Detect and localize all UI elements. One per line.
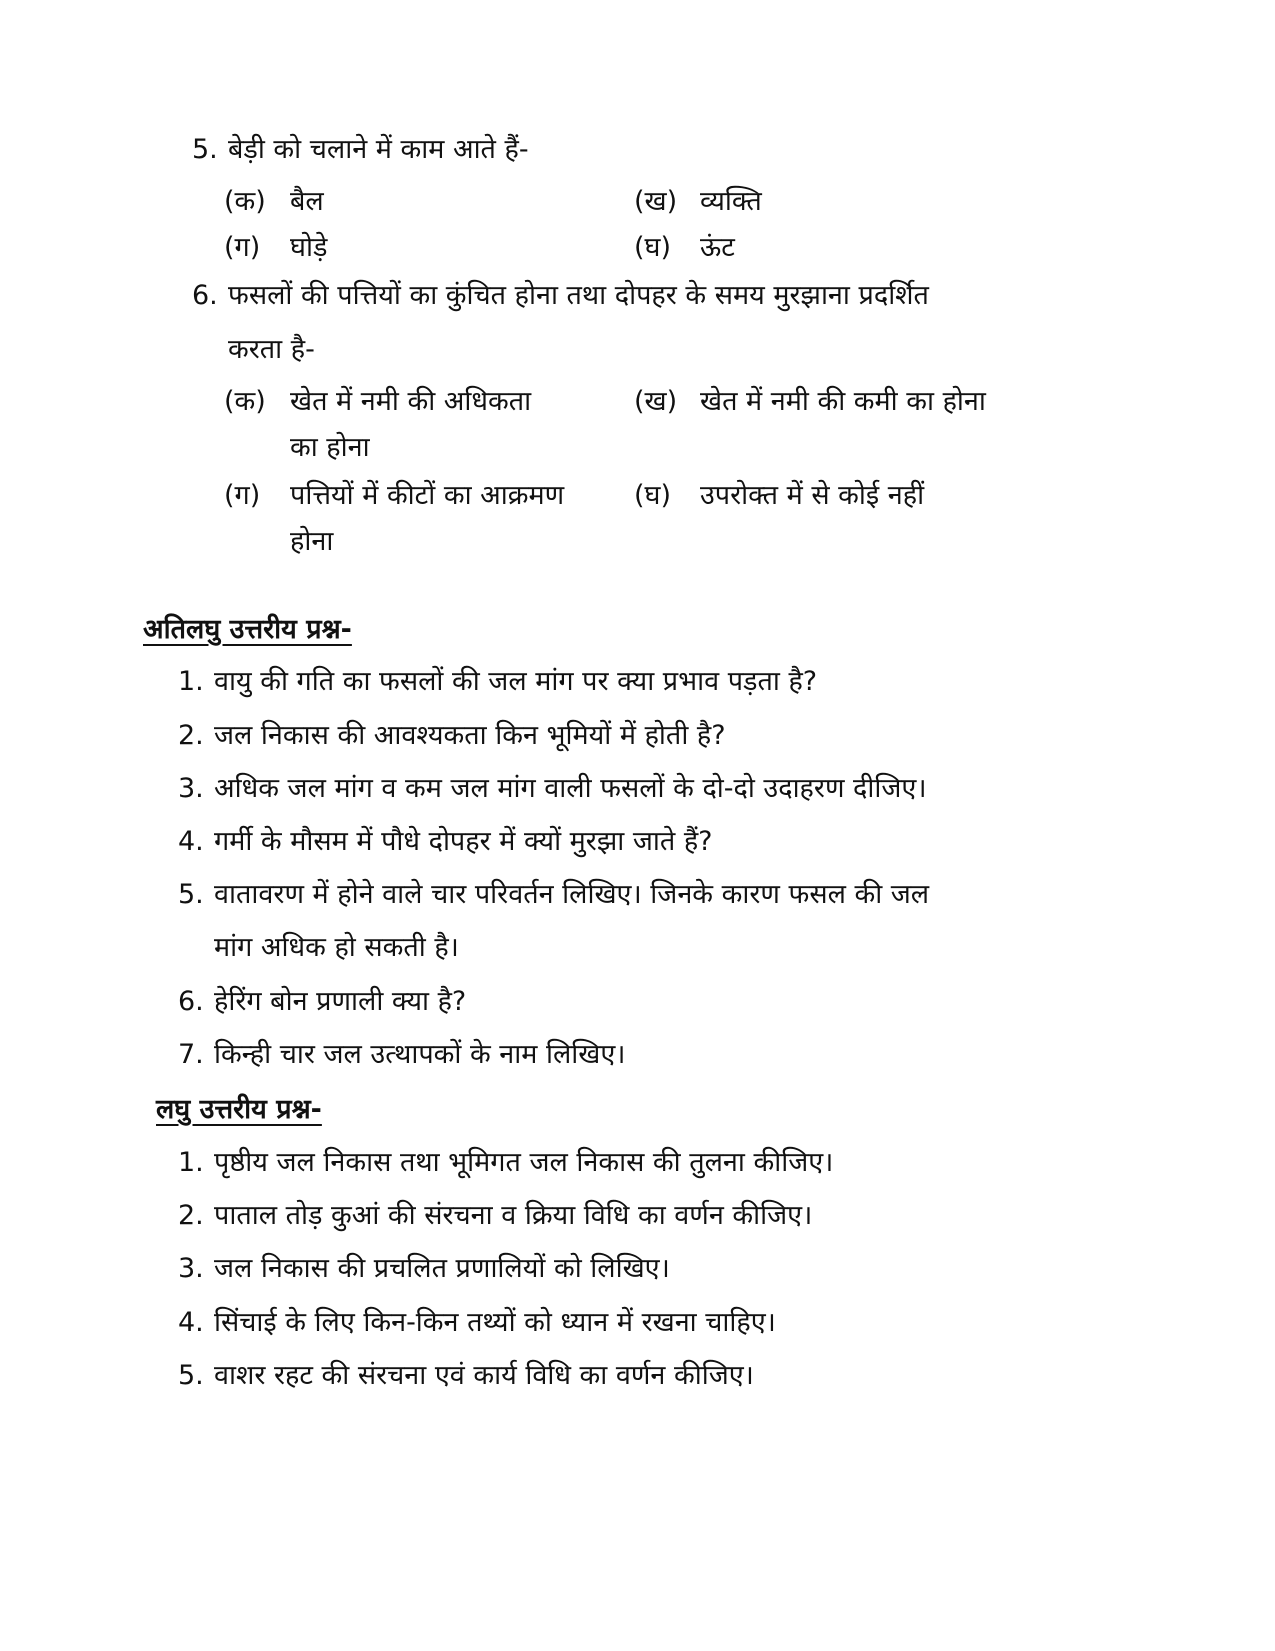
short-q1-number: 1. (178, 1147, 204, 1178)
short-q1-text: पृष्ठीय जल निकास तथा भूमिगत जल निकास की तुलना कीजिए। (214, 1147, 834, 1178)
mcq-6-option-gha-label: (घ) (634, 480, 672, 511)
short-q2-number: 2. (178, 1200, 204, 1231)
short-heading: लघु उत्तरीय प्रश्न- (156, 1094, 322, 1125)
mcq-5-option-ka-label: (क) (224, 186, 266, 217)
mcq-6-option-ka-text-2: का होना (290, 432, 370, 463)
very-short-q3-text: अधिक जल मांग व कम जल मांग वाली फसलों के दो-दो उदाहरण दीजिए। (214, 773, 927, 804)
very-short-q1-text: वायु की गति का फसलों की जल मांग पर क्या प्रभाव पड़ता है? (214, 666, 818, 697)
very-short-q4-text: गर्मी के मौसम में पौधे दोपहर में क्यों मुरझा जाते हैं? (214, 826, 713, 857)
mcq-6-option-gha-text: उपरोक्त में से कोई नहीं (700, 480, 925, 511)
mcq-6-option-ka-label: (क) (224, 386, 266, 417)
very-short-q7-text: किन्ही चार जल उत्थापकों के नाम लिखिए। (214, 1039, 626, 1070)
short-q3-number: 3. (178, 1253, 204, 1284)
mcq-6-question-line-1: फसलों की पत्तियों का कुंचित होना तथा दोपहर के समय मुरझाना प्रदर्शित (228, 280, 929, 311)
mcq-5-option-ga-text: घोड़े (290, 232, 328, 263)
very-short-q6-text: हेरिंग बोन प्रणाली क्या है? (214, 986, 467, 1017)
short-q2-text: पाताल तोड़ कुआं की संरचना व क्रिया विधि का वर्णन कीजिए। (214, 1200, 813, 1231)
mcq-5-option-gha-text: ऊंट (700, 232, 735, 263)
mcq-5-number: 5. (192, 134, 218, 165)
mcq-5-option-kha-label: (ख) (634, 186, 678, 217)
short-q5-text: वाशर रहट की संरचना एवं कार्य विधि का वर्णन कीजिए। (214, 1360, 754, 1391)
mcq-6-option-ga-text-2: होना (290, 526, 334, 557)
mcq-6-option-ga-label: (ग) (224, 480, 261, 511)
very-short-q6-number: 6. (178, 986, 204, 1017)
very-short-q5-text-2: मांग अधिक हो सकती है। (214, 932, 459, 963)
mcq-5-option-kha-text: व्यक्ति (700, 186, 762, 217)
very-short-q1-number: 1. (178, 666, 204, 697)
very-short-q3-number: 3. (178, 773, 204, 804)
mcq-5-option-ga-label: (ग) (224, 232, 261, 263)
mcq-5-option-ka-text: बैल (290, 186, 324, 217)
very-short-q2-text: जल निकास की आवश्यकता किन भूमियों में होती है? (214, 720, 726, 751)
short-q4-text: सिंचाई के लिए किन-किन तथ्यों को ध्यान में रखना चाहिए। (214, 1307, 776, 1338)
very-short-q5-number: 5. (178, 879, 204, 910)
mcq-6-option-kha-text: खेत में नमी की कमी का होना (700, 386, 986, 417)
mcq-6-option-ka-text-1: खेत में नमी की अधिकता (290, 386, 532, 417)
short-q3-text: जल निकास की प्रचलित प्रणालियों को लिखिए। (214, 1253, 670, 1284)
mcq-6-option-ga-text-1: पत्तियों में कीटों का आक्रमण (290, 480, 565, 511)
short-q5-number: 5. (178, 1360, 204, 1391)
very-short-q2-number: 2. (178, 720, 204, 751)
short-q4-number: 4. (178, 1307, 204, 1338)
mcq-6-question-line-2: करता है- (228, 334, 315, 365)
mcq-5-option-gha-label: (घ) (634, 232, 672, 263)
very-short-q5-text-1: वातावरण में होने वाले चार परिवर्तन लिखिए। जिनके कारण फसल की जल (214, 879, 930, 910)
very-short-q7-number: 7. (178, 1039, 204, 1070)
mcq-5-question: बेड़ी को चलाने में काम आते हैं- (228, 134, 529, 165)
mcq-6-option-kha-label: (ख) (634, 386, 678, 417)
mcq-6-number: 6. (192, 280, 218, 311)
very-short-q4-number: 4. (178, 826, 204, 857)
very-short-heading: अतिलघु उत्तरीय प्रश्न- (143, 614, 352, 645)
